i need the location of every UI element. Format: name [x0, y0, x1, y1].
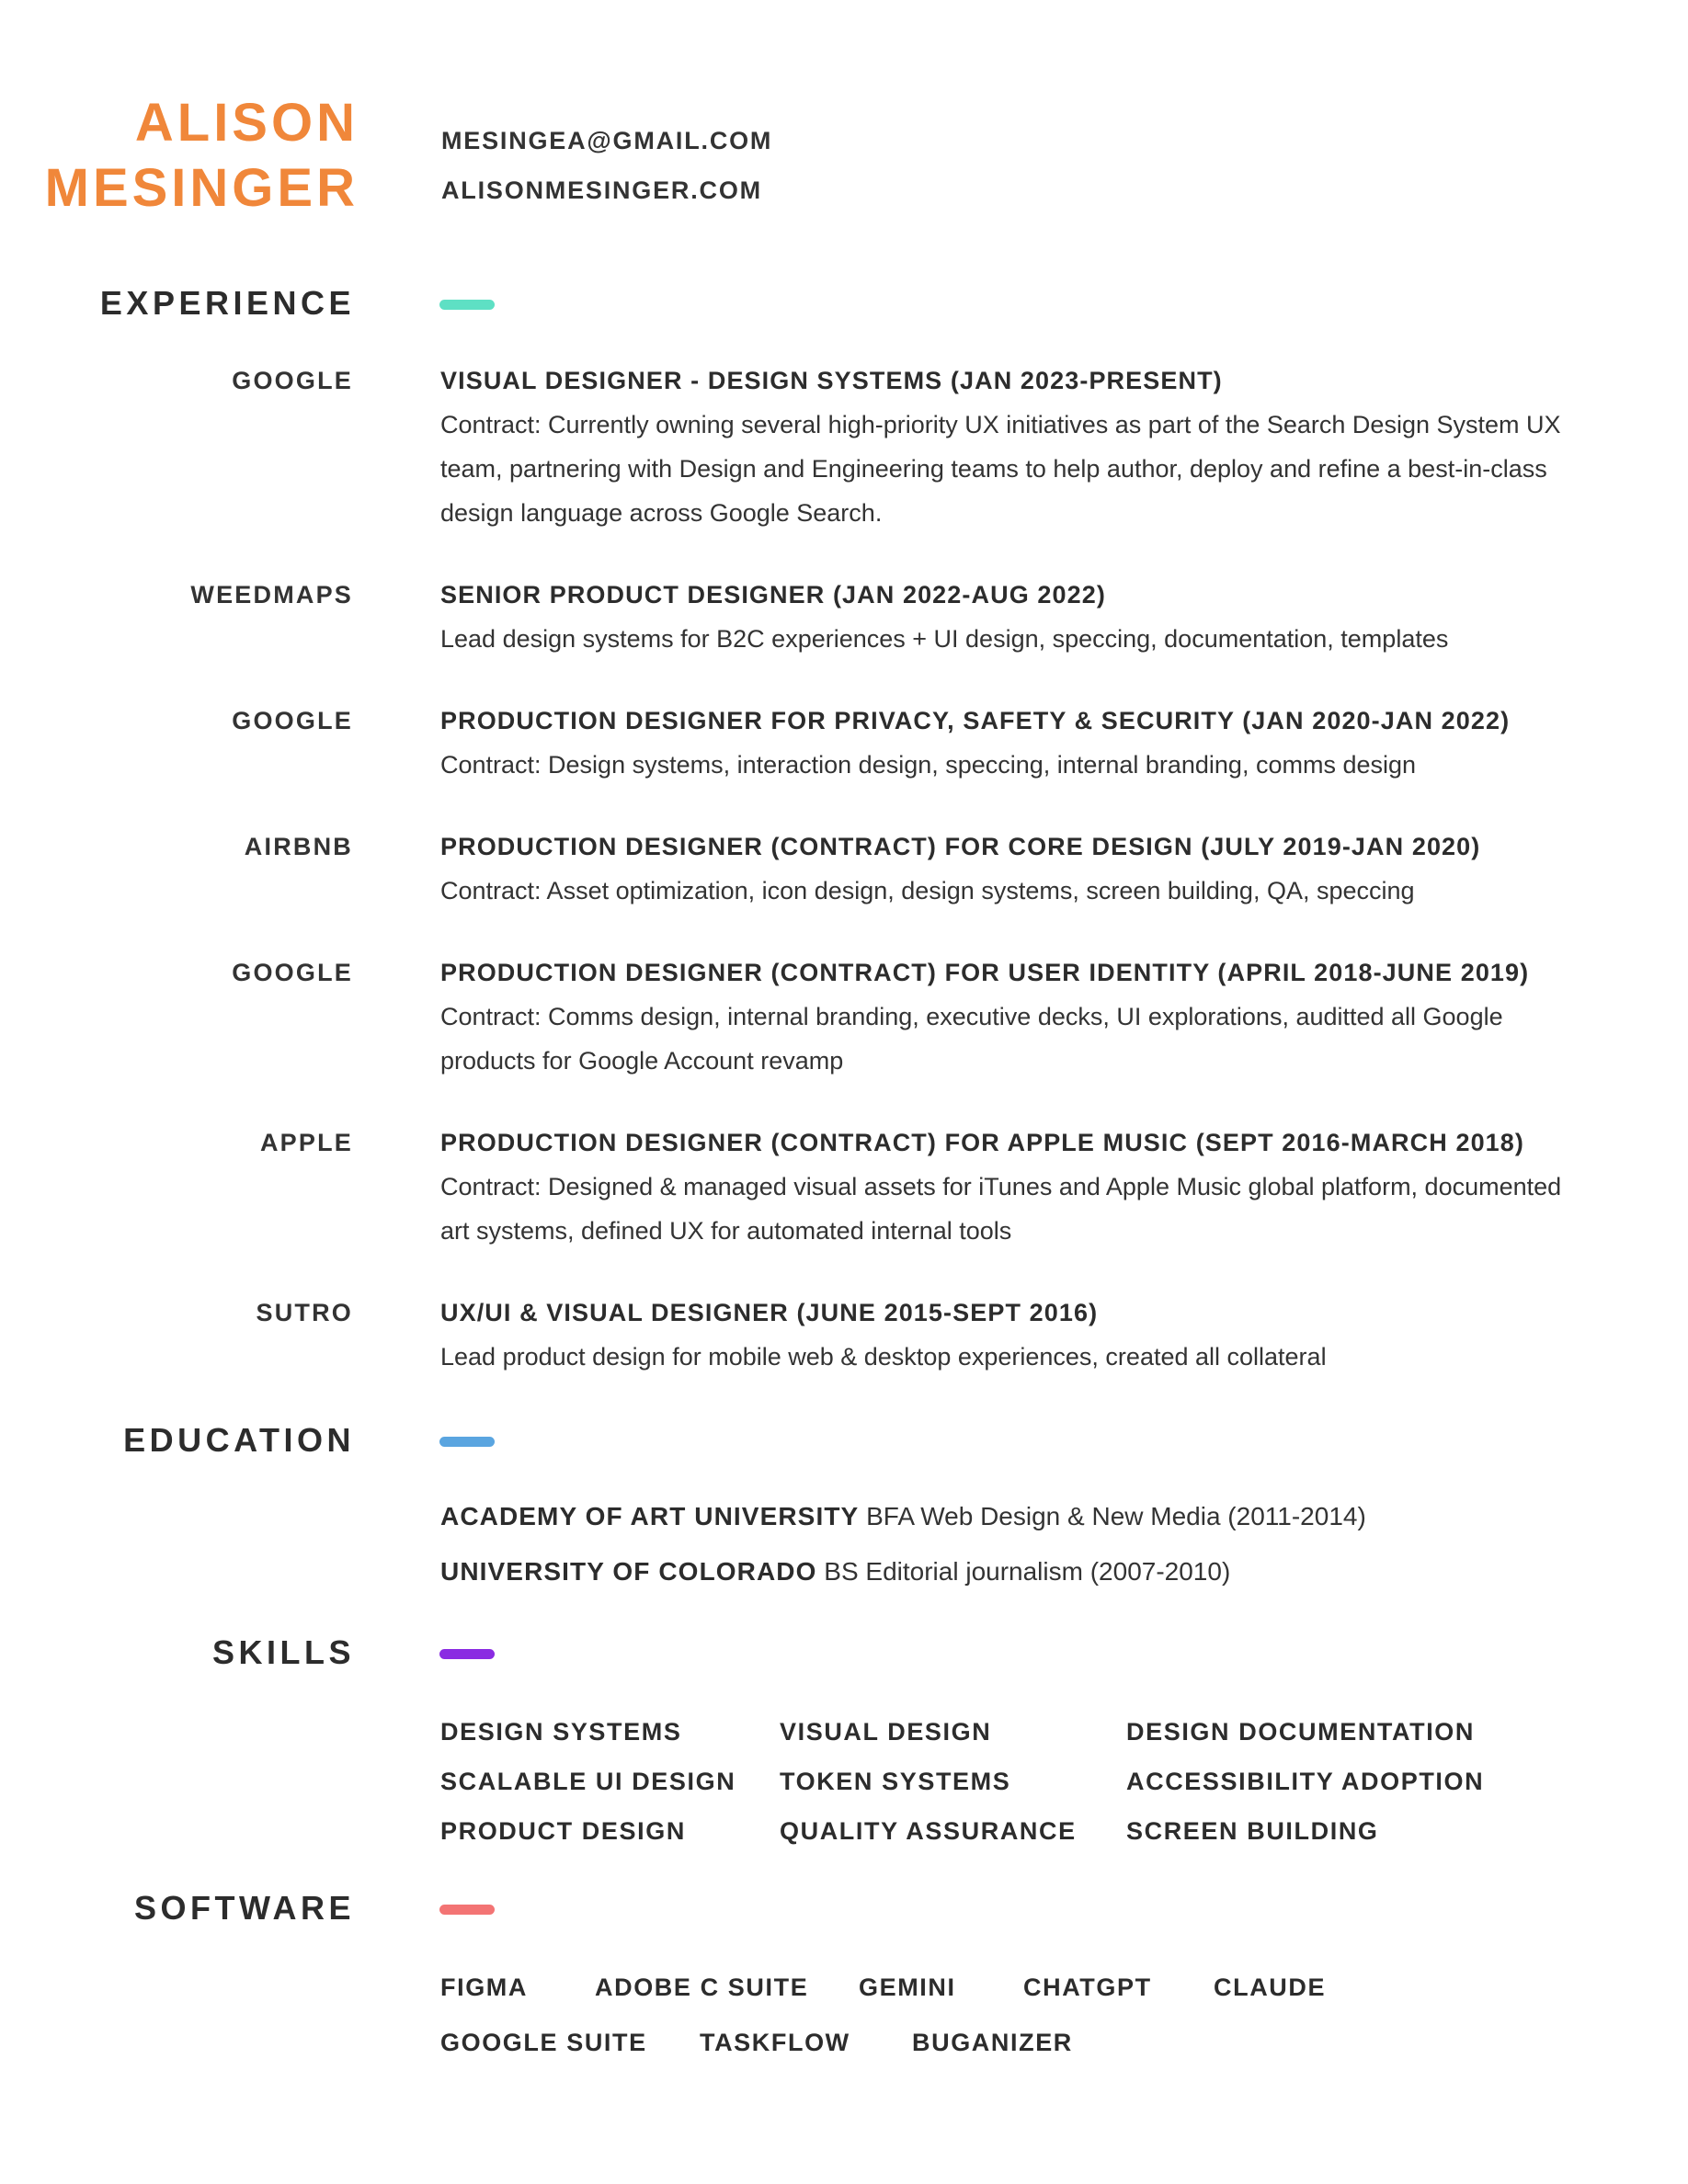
- skill-item: ACCESSIBILITY ADOPTION: [1126, 1768, 1485, 1795]
- skill-item: SCREEN BUILDING: [1126, 1817, 1379, 1845]
- experience-accent-bar: [439, 300, 495, 310]
- job-description: Contract: Asset optimization, icon design, design systems, screen building, QA, speccing: [440, 877, 1415, 904]
- software-item: CHATGPT: [1023, 1974, 1152, 2001]
- job-role: PRODUCTION DESIGNER FOR PRIVACY, SAFETY & SECURITY (JAN 2020-JAN 2022): [440, 707, 1511, 734]
- degree: BFA Web Design & New Media (2011-2014): [866, 1502, 1366, 1530]
- job-role: UX/UI & VISUAL DESIGNER (JUNE 2015-SEPT 2016): [440, 1299, 1099, 1326]
- education-heading: EDUCATION: [123, 1421, 355, 1459]
- skills-heading: SKILLS: [211, 1633, 355, 1671]
- job-role: PRODUCTION DESIGNER (CONTRACT) FOR APPLE MUSIC (SEPT 2016-MARCH 2018): [440, 1129, 1525, 1156]
- degree: BS Editorial journalism (2007-2010): [824, 1557, 1231, 1586]
- software-accent-bar: [439, 1905, 495, 1915]
- last-name: MESINGER: [44, 158, 359, 218]
- skill-item: DESIGN DOCUMENTATION: [1126, 1718, 1475, 1746]
- candidate-name: [45, 90, 359, 221]
- software-item: TASKFLOW: [700, 2029, 850, 2056]
- skill-item: TOKEN SYSTEMS: [780, 1768, 1011, 1795]
- job-company: AIRBNB: [244, 833, 353, 860]
- contact-info: [441, 116, 772, 215]
- website-link[interactable]: ALISONMESINGER.COM: [441, 176, 762, 204]
- job-company: GOOGLE: [232, 959, 353, 986]
- skill-item: QUALITY ASSURANCE: [780, 1817, 1077, 1845]
- job-role: PRODUCTION DESIGNER (CONTRACT) FOR CORE DESIGN (JULY 2019-JAN 2020): [440, 833, 1481, 860]
- software-item: GEMINI: [859, 1974, 956, 2001]
- school-name: ACADEMY OF ART UNIVERSITY: [440, 1502, 860, 1530]
- skills-accent-bar: [439, 1649, 495, 1659]
- software-item: GOOGLE SUITE: [440, 2029, 647, 2056]
- job-company: SUTRO: [256, 1299, 353, 1326]
- software-heading: SOFTWARE: [134, 1889, 355, 1927]
- education-item: [440, 1498, 1366, 1535]
- skill-item: SCALABLE UI DESIGN: [440, 1768, 736, 1795]
- job-description: Contract: Design systems, interaction design, speccing, internal branding, comms design: [440, 751, 1417, 779]
- school-name: UNIVERSITY OF COLORADO: [440, 1557, 817, 1586]
- job-company: GOOGLE: [232, 707, 353, 734]
- education-accent-bar: [439, 1437, 495, 1447]
- skill-item: PRODUCT DESIGN: [440, 1817, 686, 1845]
- job-description: Lead product design for mobile web & desktop experiences, created all collateral: [440, 1343, 1327, 1371]
- job-company: WEEDMAPS: [190, 581, 353, 609]
- job-description: Contract: Designed & managed visual assets for iTunes and Apple Music global platform, documented art systems, defined UX for automated internal tools: [440, 1173, 1562, 1245]
- skill-item: DESIGN SYSTEMS: [440, 1718, 682, 1746]
- software-item: BUGANIZER: [912, 2029, 1073, 2056]
- software-item: CLAUDE: [1214, 1974, 1327, 2001]
- job-role: VISUAL DESIGNER - DESIGN SYSTEMS (JAN 2023-PRESENT): [440, 367, 1223, 394]
- first-name: ALISON: [134, 93, 359, 153]
- software-item: FIGMA: [440, 1974, 528, 2001]
- job-description: Lead design systems for B2C experiences + UI design, speccing, documentation, templates: [440, 625, 1449, 653]
- email-link[interactable]: MESINGEA@GMAIL.COM: [441, 127, 773, 154]
- job-company: APPLE: [259, 1129, 353, 1156]
- skill-item: VISUAL DESIGN: [780, 1718, 992, 1746]
- job-description: Contract: Currently owning several high-priority UX initiatives as part of the Search Design System UX team, partnering with Design and Engineering teams to help author, deploy and refine a best-in-class design language across Google Search.: [440, 411, 1561, 527]
- software-item: ADOBE C SUITE: [595, 1974, 809, 2001]
- education-item: [440, 1553, 1230, 1590]
- job-description: Contract: Comms design, internal branding, executive decks, UI explorations, auditted all Google products for Google Account revamp: [440, 1003, 1503, 1075]
- experience-heading: EXPERIENCE: [99, 284, 355, 322]
- job-role: SENIOR PRODUCT DESIGNER (JAN 2022-AUG 2022): [440, 581, 1106, 609]
- job-company: GOOGLE: [232, 367, 353, 394]
- job-role: PRODUCTION DESIGNER (CONTRACT) FOR USER IDENTITY (APRIL 2018-JUNE 2019): [440, 959, 1530, 986]
